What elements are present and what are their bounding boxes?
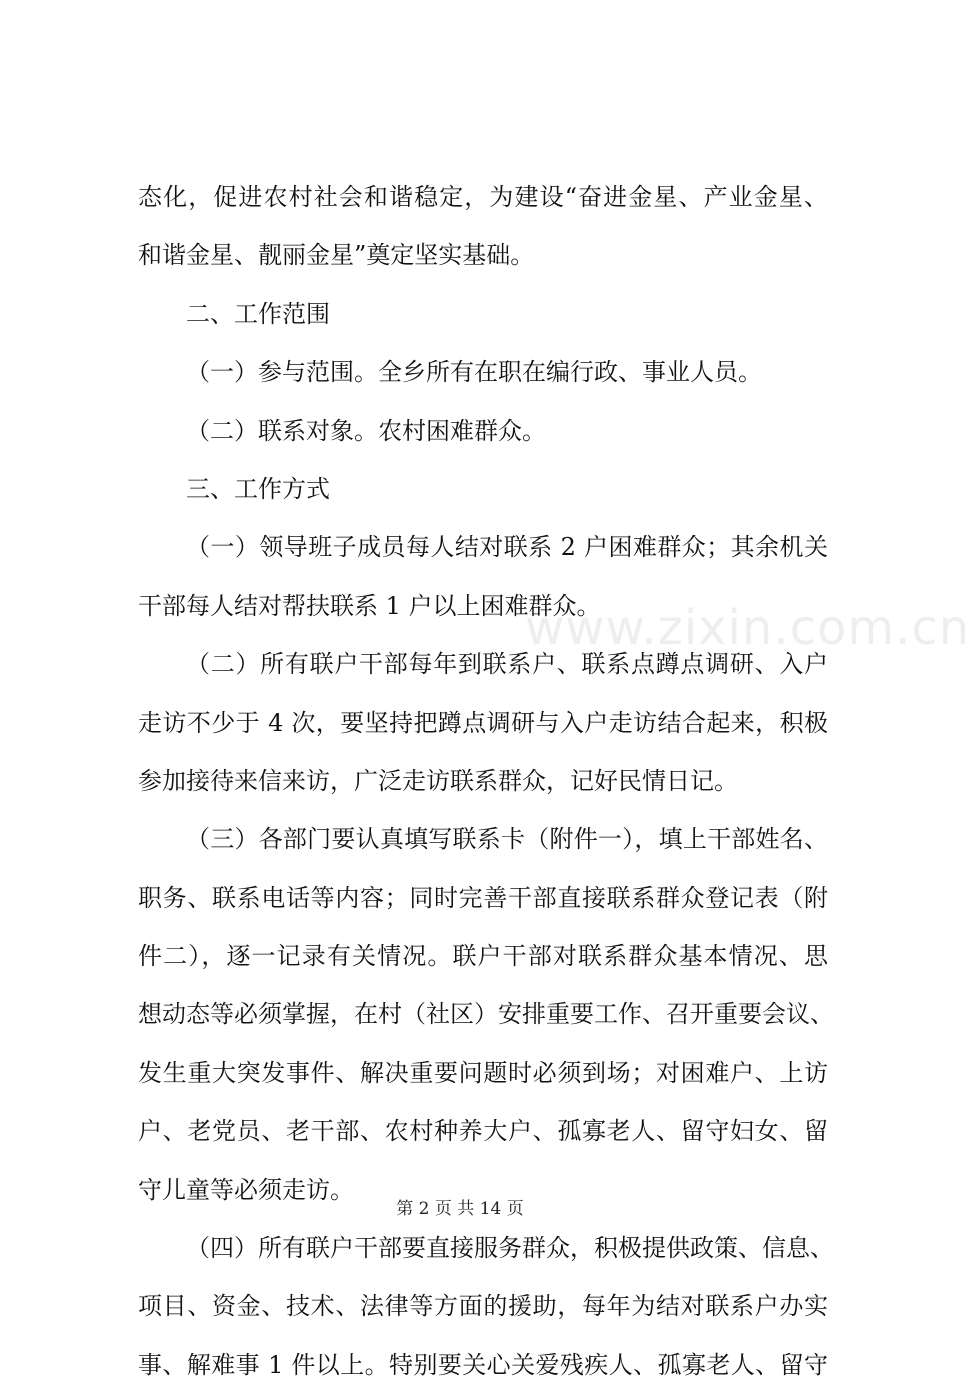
text-line: 发生重大突发事件、解决重要问题时必须到场；对困难户、上访 <box>138 1058 828 1087</box>
text-line: （三）各部门要认真填写联系卡（附件一），填上干部姓名、 <box>186 825 828 854</box>
text-line: 干部每人结对帮扶联系 1 户以上困难群众。 <box>138 591 601 620</box>
text-line: 项目、资金、技术、法律等方面的援助，每年为结对联系户办实 <box>138 1292 828 1321</box>
text-line: 走访不少于 4 次，要坚持把蹲点调研与入户走访结合起来，积极 <box>138 708 828 737</box>
text-line: 守儿童等必须走访。 <box>138 1175 354 1204</box>
text-line: 参加接待来信来访，广泛走访联系群众，记好民情日记。 <box>138 766 738 795</box>
text-line: （一）领导班子成员每人结对联系 2 户困难群众；其余机关 <box>186 533 828 562</box>
text-line: 职务、联系电话等内容；同时完善干部直接联系群众登记表（附 <box>138 883 828 912</box>
text-line: （二）联系对象。农村困难群众。 <box>186 416 546 445</box>
text-line: （二）所有联户干部每年到联系户、联系点蹲点调研、入户 <box>186 650 828 679</box>
text-line: 想动态等必须掌握，在村（社区）安排重要工作、召开重要会议、 <box>138 1000 834 1029</box>
text-line: （一）参与范围。全乡所有在职在编行政、事业人员。 <box>186 358 762 387</box>
text-line: 事、解难事 1 件以上。特别要关心关爱残疾人、孤寡老人、留守 <box>138 1350 828 1379</box>
section-heading: 二、工作范围 <box>186 299 330 328</box>
text-line: 户、老党员、老干部、农村种养大户、孤寡老人、留守妇女、留 <box>138 1117 828 1146</box>
page-footer: 第 2 页 共 14 页 <box>396 1199 524 1219</box>
text-line: 件二），逐一记录有关情况。联户干部对联系群众基本情况、思 <box>138 942 828 971</box>
section-heading: 三、工作方式 <box>186 474 330 503</box>
watermark: www.zixin.com.cn <box>525 600 970 656</box>
text-line: 和谐金星、靓丽金星”奠定坚实基础。 <box>138 241 535 270</box>
text-line: （四）所有联户干部要直接服务群众，积极提供政策、信息、 <box>186 1234 834 1263</box>
text-line: 态化，促进农村社会和谐稳定，为建设“奋进金星、产业金星、 <box>138 183 828 211</box>
